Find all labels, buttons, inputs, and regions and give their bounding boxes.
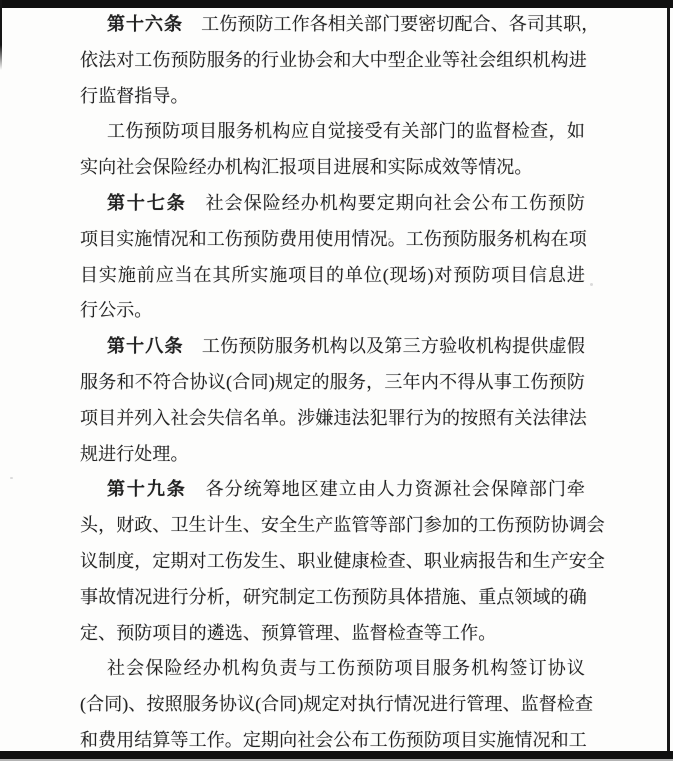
- scan-speck: [388, 238, 391, 240]
- text-line: 规进行处理。: [80, 443, 189, 464]
- text-line: 和费用结算等工作。定期向社会公布工伤预防项目实施情况和工: [80, 729, 587, 750]
- scan-border-bottom: [0, 751, 673, 759]
- scan-speck: [530, 205, 532, 207]
- text-line: 第十七条 社会保险经办机构要定期向社会公布工伤预防: [107, 192, 585, 213]
- text-line: 行监督指导。: [80, 85, 189, 106]
- text-line: 实向社会保险经办机构汇报项目进展和实际成效等情况。: [80, 157, 533, 178]
- scan-speck: [552, 135, 554, 137]
- text-line: 第十八条 工伤预防服务机构以及第三方验收机构提供虚假: [107, 336, 585, 357]
- article-number: 第十八条: [107, 336, 184, 357]
- article-number: 第十六条: [107, 14, 183, 34]
- scan-edge-right: [667, 8, 670, 751]
- text-line: 第十九条 各分统筹地区建立由人力资源社会保障部门牵: [107, 479, 585, 500]
- text-line: 依法对工伤预防服务的行业协会和大中型企业等社会组织机构进: [80, 49, 587, 70]
- text-line: 社会保险经办机构负责与工伤预防项目服务机构签订协议: [107, 658, 585, 679]
- scan-speck: [590, 283, 593, 286]
- text-line: 第十六条 工伤预防工作各相关部门要密切配合、各司其职，: [107, 14, 600, 34]
- text-line: 议制度，定期对工伤发生、职业健康检查、职业病报告和生产安全: [80, 550, 605, 571]
- text-line: 项目实施情况和工伤预防费用使用情况。工伤预防服务机构在项: [80, 228, 587, 249]
- text-line: 项目并列入社会失信名单。涉嫌违法犯罪行为的按照有关法律法: [80, 407, 587, 428]
- text-line: 行公示。: [80, 300, 153, 321]
- text-line: 头，财政、卫生计生、安全生产监管等部门参加的工伤预防协调会: [80, 515, 605, 536]
- text-line: 服务和不符合协议(合同)规定的服务，三年内不得从事工伤预防: [80, 371, 585, 392]
- document-text: [80, 7, 605, 759]
- article-number: 第十九条: [107, 479, 187, 500]
- scan-speck: [10, 477, 13, 479]
- text-line: 事故情况进行分析，研究制定工伤预防具体措施、重点领域的确: [80, 586, 587, 607]
- text-line: 定、预防项目的遴选、预算管理、监督检查等工作。: [80, 622, 497, 643]
- text-line: 目实施前应当在其所实施项目的单位(现场)对预防项目信息进: [80, 264, 585, 285]
- article-number: 第十七条: [107, 192, 187, 213]
- text-line: 工伤预防项目服务机构应自觉接受有关部门的监督检查，如: [107, 121, 585, 142]
- text-line: (合同)、按照服务协议(合同)规定对执行情况进行管理、监督检查: [80, 694, 594, 715]
- scan-edge-left: [0, 0, 2, 70]
